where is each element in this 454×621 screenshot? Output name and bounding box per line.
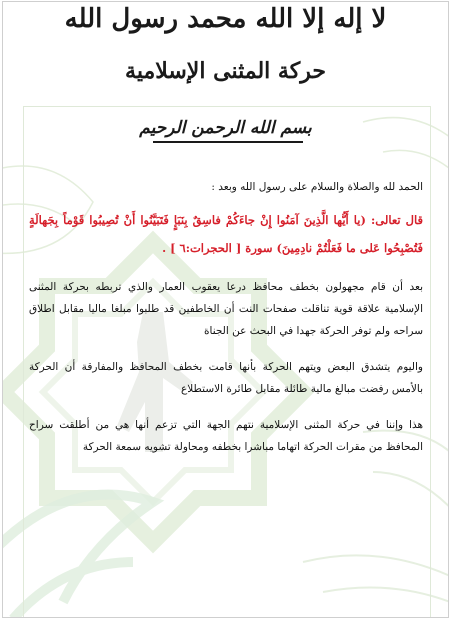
quran-verse: قال تعالى: (يا أَيُّها الَّذِينَ آمَنُوا إِنْ جاءَكُمْ فاسِقٌ بِنَبَإٍ فَتَبَيَّنُوا أَنْ تُصِيبُوا قَوْماً بِجَهالَةٍ فَتُصْبِحُوا عَلى ما فَعَلْتُمْ نادِمِينَ) سورة [ الحجرات:٦ ] . bbox=[29, 213, 423, 255]
shahada-calligraphy: لا إله إلا الله محمد رسول الله bbox=[64, 4, 387, 34]
greeting-line: الحمد لله والصلاة والسلام على رسول الله وبعد : bbox=[211, 181, 423, 193]
basmala: بسم الله الرحمن الرحيم bbox=[139, 118, 312, 138]
paragraph-2: واليوم يتشدق البعض ويتهم الحركة بأنها قامت بخطف المحافظ والمفارقة أن الحركة بالأمس رفضت مبالغ مالية طائلة مقابل طائرة الاستطلاع bbox=[29, 361, 423, 395]
statement-body bbox=[29, 176, 423, 458]
movement-name-calligraphy: حركة المثنى الإسلامية bbox=[125, 58, 326, 84]
basmala-underline bbox=[153, 141, 303, 143]
paragraph-3: هذا وإننا في حركة المثنى الإسلامية نتهم الجهة التي تزعم أنها هي من أطلقت سراح المحافظ من مقرات الحركة اتهاما مباشرا بخطفه ومحاولة تشويه سمعة الحركة bbox=[29, 419, 423, 453]
document-page bbox=[2, 1, 449, 618]
paragraph-1: بعد أن قام مجهولون بخطف محافظ درعا يعقوب العمار والذي تربطه بحركة المثنى الإسلامية علاقة قوية تناقلت صفحات النت أن الخاطفين قد طلبوا مبلغا ماليا مقابل اطلاق سراحه ولم توفر الحركة جهدا في البحث عن الجناة bbox=[29, 281, 423, 337]
